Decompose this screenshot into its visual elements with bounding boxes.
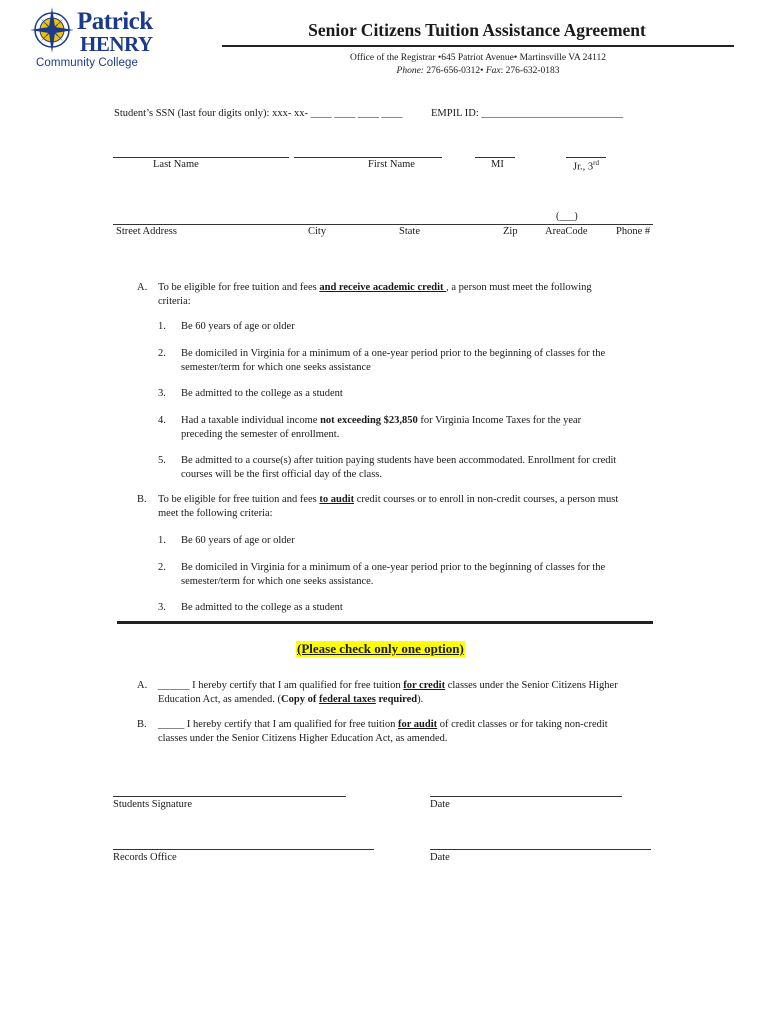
section-b-marker: B. (137, 494, 147, 505)
date-label: Date (430, 799, 450, 810)
student-signature-line[interactable] (113, 796, 346, 797)
logo-community-college-text: Community College (36, 57, 139, 69)
section-divider (117, 621, 653, 624)
last-name-line[interactable] (113, 157, 289, 158)
list-item-number: 2. (158, 348, 166, 359)
list-item: Be admitted to a course(s) after tuition paying students have been accommodated. Enrollment for credit courses will be the first official day of the class. (181, 455, 617, 480)
option-a-marker: A. (137, 680, 148, 691)
phone-number: 276-656-0312• (426, 66, 484, 76)
option-b-marker: B. (137, 719, 147, 730)
phone-label-field: Phone # (616, 226, 651, 237)
mi-label: MI (491, 159, 504, 170)
header-divider (222, 45, 734, 47)
list-item-number: 1. (158, 535, 166, 546)
first-name-line[interactable] (294, 157, 442, 158)
list-item: Be admitted to the college as a student (181, 602, 343, 613)
option-b-for-audit[interactable]: _____ I hereby certify that I am qualified for free tuition for audit of credit classes or for taking non-credit classes under the Senior Citizens Higher Education Act, as amended. (158, 719, 608, 744)
list-item-number: 3. (158, 602, 166, 613)
list-item: Be domiciled in Virginia for a minimum of a one-year period prior to the beginning of classes for the semester/term for which one seeks assistance (181, 348, 606, 373)
logo-henry-text: HENRY (80, 32, 153, 56)
compass-star-icon (30, 6, 78, 54)
suffix-line[interactable] (566, 157, 606, 158)
document-title: Senior Citizens Tuition Assistance Agreement (308, 20, 646, 40)
area-code-paren: (___) (556, 211, 578, 222)
student-date-line[interactable] (430, 796, 622, 797)
logo-patrick-text: Patrick (77, 8, 153, 35)
list-item: Be domiciled in Virginia for a minimum of a one-year period prior to the beginning of classes for the semester/term for which one seeks assistance. (181, 562, 606, 587)
records-office-label: Records Office (113, 852, 177, 863)
zip-label: Zip (503, 226, 518, 237)
list-item: Be 60 years of age or older (181, 321, 295, 332)
address-line[interactable] (113, 224, 653, 225)
mi-line[interactable] (475, 157, 515, 158)
list-item-number: 1. (158, 321, 166, 332)
list-item-number: 5. (158, 455, 166, 466)
option-a-for-credit[interactable]: ______ I hereby certify that I am qualified for free tuition for credit classes under the Senior Citizens Higher Education Act, as amended. (Copy of federal taxes required). (158, 680, 618, 705)
last-name-label: Last Name (153, 159, 199, 170)
phone-label: Phone: (396, 66, 424, 76)
city-label: City (308, 226, 327, 237)
list-item-number: 2. (158, 562, 166, 573)
records-office-line[interactable] (113, 849, 374, 850)
section-b-intro: To be eligible for free tuition and fees to audit credit courses or to enroll in non-credit courses, a person must meet the following criteria: (158, 494, 619, 519)
list-item: Be 60 years of age or older (181, 535, 295, 546)
list-item: Had a taxable individual income not exceeding $23,850 for Virginia Income Taxes for the year preceding the semester of enrollment. (181, 415, 582, 440)
office-address: Office of the Registrar •645 Patriot Avenue• Martinsville VA 24112 (350, 53, 606, 63)
street-address-label: Street Address (116, 226, 177, 237)
first-name-label: First Name (368, 159, 415, 170)
area-code-label: AreaCode (545, 226, 588, 237)
records-date-line[interactable] (430, 849, 651, 850)
college-logo (30, 6, 165, 70)
fax-label: Fax (485, 66, 501, 76)
suffix-label: Jr., 3rd (573, 159, 599, 173)
check-one-option-banner: (Please check only one option) (297, 641, 464, 656)
fax-number: : 276-632-0183 (500, 66, 560, 76)
student-signature-label: Students Signature (113, 799, 193, 810)
empil-field-label[interactable]: EMPIL ID: ___________________________ (431, 108, 624, 119)
ssn-field-label[interactable]: Student’s SSN (last four digits only): xxx- xx- ____ ____ ____ ____ (114, 108, 403, 119)
section-a-intro: To be eligible for free tuition and fees and receive academic credit , a person must meet the following criteria: (158, 282, 592, 307)
list-item-number: 4. (158, 415, 166, 426)
state-label: State (399, 226, 420, 237)
section-a-marker: A. (137, 282, 148, 293)
date-label: Date (430, 852, 450, 863)
list-item-number: 3. (158, 388, 166, 399)
list-item: Be admitted to the college as a student (181, 388, 343, 399)
contact-line (222, 66, 734, 76)
